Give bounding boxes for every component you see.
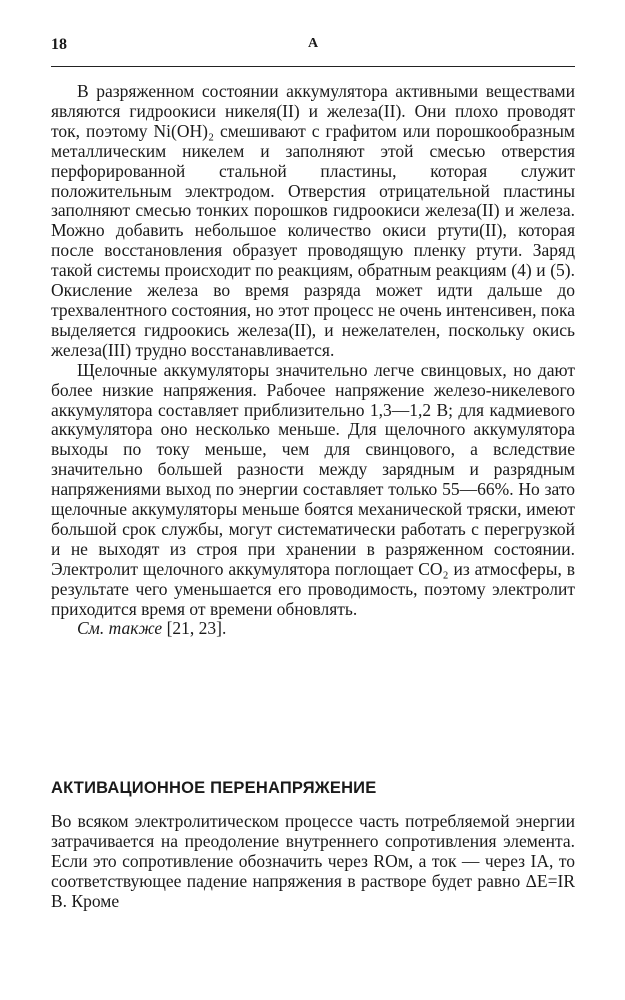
see-also-label: См. также (77, 618, 163, 639)
header-rule (51, 66, 575, 67)
section-heading: АКТИВАЦИОННОЕ ПЕРЕНАПРЯЖЕНИЕ (51, 779, 377, 797)
paragraph: В разряженном состоянии аккумулятора активными веществами являются гидроокиси никеля(II) и железа(II). Они плохо проводят ток, поэтому Ni(OH)₂ смешивают с графитом или порошкообразным металлическим никелем и заполняют этой смесью отверстия перфорированной стальной пластины, которая служит положительным электродом. Отверстия отрицательной пластины заполняют смесью тонких порошков гидроокиси железа(II) и железа. Можно добавить небольшое количество окиси ртути(II), которая после восстановления образует проводящую пленку ртути. Заряд такой системы происходит по реакциям, обратным реакциям (4) и (5). Окисление железа во время разряда может идти дальше до трехвалентного состояния, но этот процесс не очень интенсивен, пока выделяется гидроокись железа(II), и нежелателен, поскольку окись железа(III) трудно восстанавливается. (51, 81, 575, 360)
page-header (51, 36, 575, 60)
section-paragraph: Во всяком электролитическом процессе часть потребляемой энергии затрачивается на преодоление внутреннего сопротивления элемента. Если это сопротивление обозначить через RОм, а ток — через IА, то соответствующее падение напряжения в растворе будет равно ΔE=IR В. Кроме (51, 811, 575, 911)
page-number: 18 (51, 36, 67, 53)
section-text (51, 812, 575, 912)
see-also (51, 619, 575, 639)
running-head: А (307, 36, 319, 51)
body-text (51, 82, 575, 639)
paragraph: Щелочные аккумуляторы значительно легче свинцовых, но дают более низкие напряжения. Рабочее напряжение железо-никелевого аккумулятора составляет приблизительно 1,3—1,2 В; для кадмиевого аккумулятора оно несколько меньше. Для щелочного аккумулятора выходы по току меньше, чем для свинцового, а вследствие значительно большей разности между зарядным и разрядным напряжениями выход по энергии составляет только 55—66%. Но зато щелочные аккумуляторы меньше боятся механической тряски, имеют большой срок службы, могут систематически работать с перегрузкой и не выходят из строя при хранении в разряженном состоянии. Электролит щелочного аккумулятора поглощает CO₂ из атмосферы, в результате чего уменьшается его проводимость, поэтому электролит приходится время от времени обновлять. (51, 359, 575, 619)
see-also-refs: [21, 23]. (166, 618, 227, 639)
